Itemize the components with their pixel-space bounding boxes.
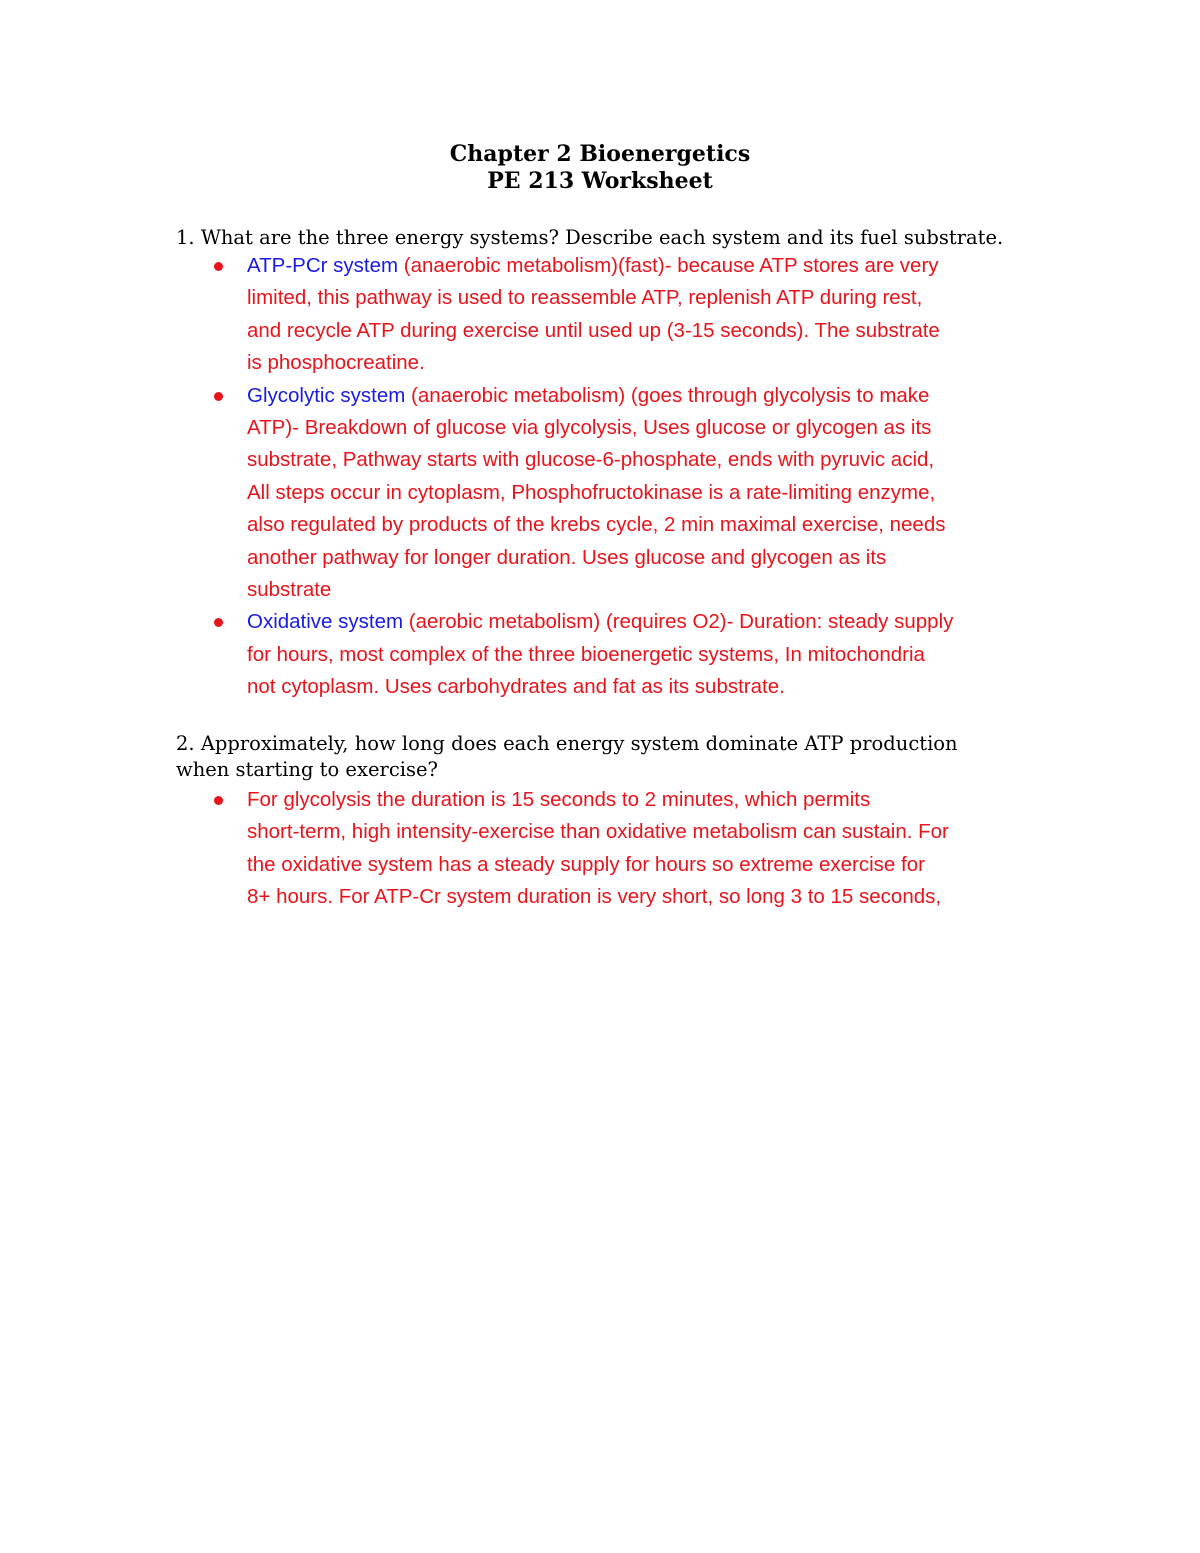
question-1 [176, 225, 1076, 251]
answer-line: and recycle ATP during exercise until used up (3-15 seconds). The substrate [247, 318, 940, 342]
bullet-icon [214, 392, 223, 401]
answer-line: substrate [247, 578, 332, 602]
answer-line: Glycolytic system (anaerobic metabolism) (goes through glycolysis to make [247, 383, 930, 407]
answer-line: ATP-PCr system (anaerobic metabolism)(fast)- because ATP stores are very [247, 254, 939, 277]
system-label: Glycolytic system [247, 383, 406, 407]
answer-line: 8+ hours. For ATP-Cr system duration is very short, so long 3 to 15 seconds, [247, 885, 942, 909]
answer-durations [212, 784, 1092, 914]
answer-line: substrate, Pathway starts with glucose-6-phosphate, ends with pyruvic acid, [247, 448, 935, 472]
document-title: Chapter 2 Bioenergetics [449, 141, 751, 167]
answer-line: ATP)- Breakdown of glucose via glycolysis, Uses glucose or glycogen as its [247, 416, 932, 440]
answer-line: also regulated by products of the krebs cycle, 2 min maximal exercise, needs [247, 513, 946, 537]
answer-line: another pathway for longer duration. Uses glucose and glycogen as its [247, 545, 887, 569]
question-number: 2. [176, 732, 195, 755]
answer-glycolytic [212, 380, 1092, 607]
bullet-icon [214, 262, 223, 271]
answer-line: short-term, high intensity-exercise than oxidative metabolism can sustain. For [247, 820, 949, 844]
answer-line: the oxidative system has a steady supply for hours so extreme exercise for [247, 852, 925, 876]
question-text: Approximately, how long does each energy system dominate ATP production [200, 732, 958, 755]
bullet-icon [214, 618, 223, 627]
answer-line: for hours, most complex of the three bioenergetic systems, In mitochondria [247, 642, 925, 666]
answer-line: All steps occur in cytoplasm, Phosphofructokinase is a rate-limiting enzyme, [247, 480, 936, 504]
answer-line: not cytoplasm. Uses carbohydrates and fat as its substrate. [247, 675, 785, 699]
system-label: ATP-PCr system [247, 254, 399, 277]
question-text: What are the three energy systems? Describe each system and its fuel substrate. [200, 226, 1004, 249]
question-2-continued: when starting to exercise? [176, 758, 438, 781]
bullet-icon [214, 796, 223, 805]
document-subtitle: PE 213 Worksheet [487, 168, 713, 194]
question-number: 1. [176, 226, 195, 249]
answer-list-1 [212, 250, 1092, 704]
answer-atp-pcr [212, 250, 1092, 380]
question-2 [176, 731, 1076, 757]
answer-line: is phosphocreatine. [247, 351, 425, 375]
system-label: Oxidative system [247, 610, 404, 634]
answer-line: Oxidative system (aerobic metabolism) (requires O2)- Duration: steady supply [247, 610, 954, 634]
answer-oxidative [212, 606, 1092, 703]
answer-line: For glycolysis the duration is 15 seconds to 2 minutes, which permits [247, 788, 871, 811]
answer-line: limited, this pathway is used to reassemble ATP, replenish ATP during rest, [247, 286, 923, 310]
answer-list-2 [212, 784, 1092, 914]
